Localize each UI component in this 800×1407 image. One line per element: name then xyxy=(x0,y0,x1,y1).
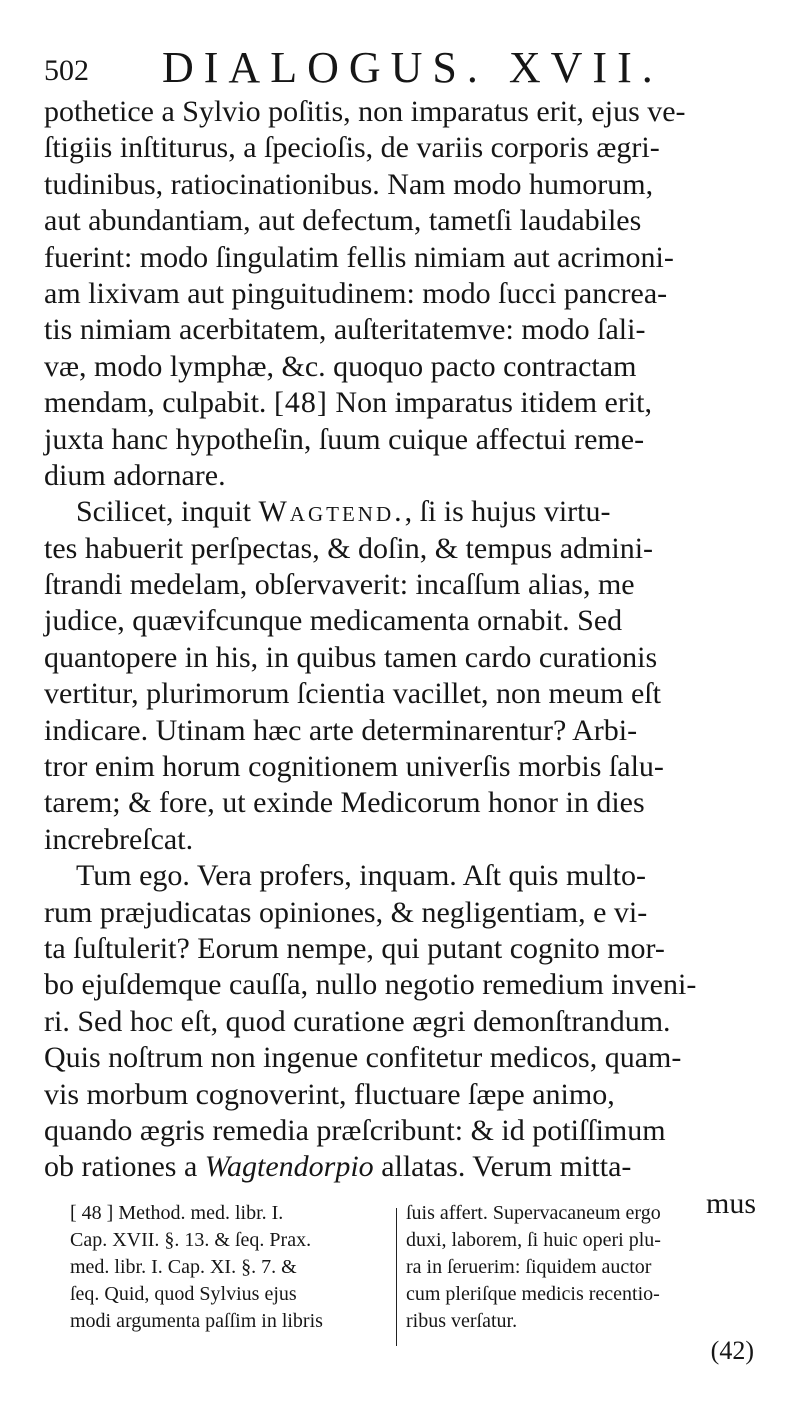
page-number: 502 xyxy=(44,54,89,87)
footnote-line: ſeq. Quid, quod Sylvius ejus xyxy=(70,1283,297,1305)
text-line: aut abundantiam, aut defectum, tametſi laudabiles xyxy=(44,204,642,238)
text-line: judice, quævifcunque medicamenta ornabit. Sed xyxy=(44,604,623,638)
text-line: bo ejuſdemque cauſſa, nullo negotio remedium inveni- xyxy=(44,968,697,1002)
author-name: Wagtendorpio xyxy=(204,1150,374,1184)
footnote-line: ra in ſeruerim: ſiquidem auctor xyxy=(406,1256,652,1278)
footnote-line: ſuis affert. Supervacaneum ergo xyxy=(406,1202,661,1224)
catchword: mus xyxy=(705,1186,756,1220)
text-line: vis morbum cognoverint, fluctuare ſæpe animo, xyxy=(44,1077,615,1111)
text-line: increbreſcat. xyxy=(44,822,194,856)
text-fragment: Non imparatus itidem erit, xyxy=(327,386,653,420)
text-line: ſtrandi medelam, obſervaverit: incaſſum alias, me xyxy=(44,568,635,602)
text-fragment: , ſi is hujus virtu- xyxy=(404,495,611,529)
speaker-name: Wagtend. xyxy=(258,495,405,529)
text-fragment: allatas. Verum mitta- xyxy=(373,1150,632,1184)
footnote-line: duxi, laborem, ſi huic operi plu- xyxy=(406,1229,661,1251)
text-line: rum præjudicatas opiniones, & negligentiam, e vi- xyxy=(44,895,648,929)
text-fragment: mendam, culpabit. xyxy=(44,386,274,420)
main-text xyxy=(44,94,764,1222)
text-line: ri. Sed hoc eſt, quod curatione ægri demonſtrandum. xyxy=(44,1004,671,1038)
text-fragment: Scilicet, inquit xyxy=(76,495,259,529)
text-line: fuerint: modo ſingulatim fellis nimiam aut acrimoni- xyxy=(44,240,674,274)
text-fragment: ob rationes a xyxy=(44,1150,205,1184)
text-line: juxta hanc hypotheſin, ſuum cuique affectui reme- xyxy=(44,422,645,456)
footnote-line: cum pleriſque medicis recentio- xyxy=(406,1283,660,1305)
running-title: DIALOGUS. XVII. xyxy=(162,43,663,92)
text-line: væ, modo lymphæ, &c. quoquo pacto contractam xyxy=(44,349,637,383)
text-line: vertitur, plurimorum ſcientia vacillet, non meum eſt xyxy=(44,677,661,711)
text-line: ſtigiis inſtiturus, a ſpecioſis, de variis corporis ægri- xyxy=(44,131,660,165)
footnote-line: Cap. XVII. §. 13. & ſeq. Prax. xyxy=(70,1229,312,1251)
footnote-reference: [48] xyxy=(273,386,328,420)
text-line: tarem; & fore, ut exinde Medicorum honor in dies xyxy=(44,786,645,820)
text-line: tis nimiam acerbitatem, auſteritatemve: modo ſali- xyxy=(44,313,646,347)
footnotes xyxy=(70,1200,780,1340)
footnote-line: modi argumenta paſſim in libris xyxy=(70,1310,323,1332)
footnote-line: [ 48 ] Method. med. libr. I. xyxy=(70,1202,284,1224)
text-line: tudinibus, ratiocinationibus. Nam modo humorum, xyxy=(44,167,654,201)
footnote-line: ribus verſatur. xyxy=(406,1310,518,1332)
column-divider xyxy=(396,1208,397,1346)
text-line: tror enim horum cognitionem univerſis morbis ſalu- xyxy=(44,750,664,784)
text-line xyxy=(44,385,764,421)
text-line: am lixivam aut pinguitudinem: modo ſucci pancrea- xyxy=(44,276,668,310)
text-line: pothetice a Sylvio poſitis, non imparatus erit, ejus ve- xyxy=(44,95,686,128)
footnote-column-right xyxy=(406,1200,780,1335)
text-line: indicare. Utinam hæc arte determinarentur? Arbi- xyxy=(44,713,638,747)
footnote-line: med. libr. I. Cap. XI. §. 7. & xyxy=(70,1256,297,1278)
text-line: quantopere in his, in quibus tamen cardo curationis xyxy=(44,640,658,674)
text-line xyxy=(44,1149,764,1185)
text-line: Quis noſtrum non ingenue confitetur medicos, quam- xyxy=(44,1041,682,1075)
text-line xyxy=(44,494,764,530)
text-line: ta ſuſtulerit? Eorum nempe, qui putant cognito mor- xyxy=(44,931,665,965)
text-line: tes habuerit perſpectas, & doſin, & tempus admini- xyxy=(44,531,654,565)
page-header xyxy=(44,40,744,90)
footnote-column-left xyxy=(70,1200,392,1335)
text-line: Tum ego. Vera profers, inquam. Aſt quis multo- xyxy=(76,859,646,893)
text-line: quando ægris remedia præſcribunt: & id potiſſimum xyxy=(44,1113,666,1147)
text-line: dium adornare. xyxy=(44,458,226,492)
signature-mark: (42) xyxy=(710,1336,754,1365)
